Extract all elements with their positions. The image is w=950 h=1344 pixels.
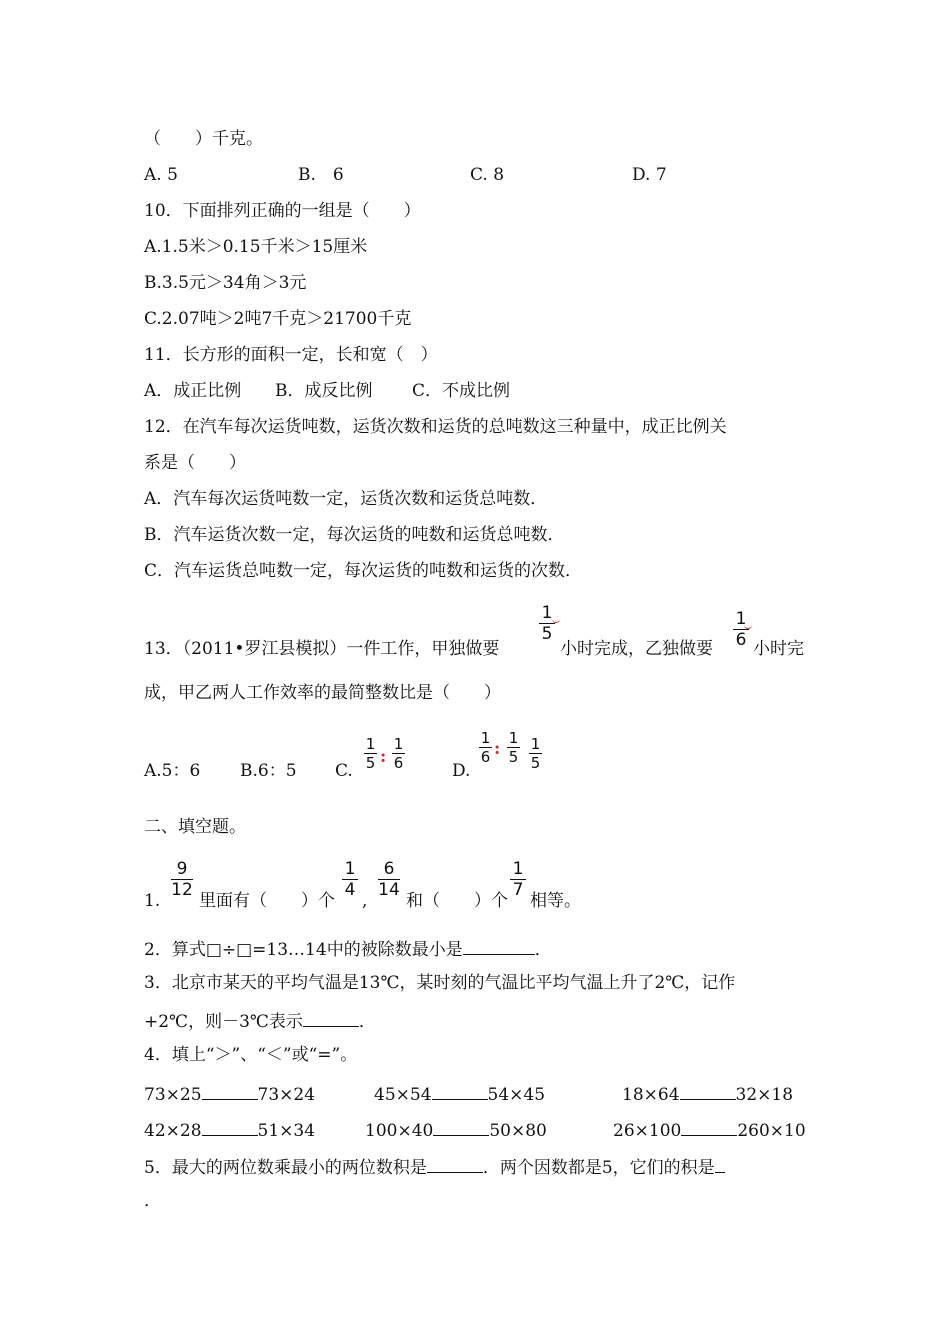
answer-blank[interactable]	[681, 1117, 737, 1136]
fraction-denominator: 4	[344, 880, 356, 900]
answer-blank[interactable]	[427, 1154, 483, 1173]
q9-tail: （ ）千克。	[144, 129, 263, 149]
f5-line1	[144, 1154, 725, 1179]
f5-text1: 5．最大的两位数乘最小的两位数积是	[144, 1158, 427, 1178]
f3-line2	[144, 1008, 376, 1033]
f4-left: 42×28	[144, 1121, 202, 1141]
fraction-numerator: 1	[393, 735, 404, 753]
f2-text: 2．算式□÷□=13…14中的被除数最小是	[144, 940, 463, 960]
answer-blank[interactable]	[202, 1081, 258, 1100]
fraction-numerator: 1	[480, 729, 491, 747]
f1-fraction-a	[171, 860, 193, 899]
f4-item	[613, 1117, 806, 1142]
q11-option-c: C．不成比例	[412, 381, 511, 401]
q13-option-c-fraction-2	[392, 736, 405, 771]
f4-right: 54×45	[487, 1085, 546, 1105]
f1-fraction-b	[342, 860, 358, 899]
fraction-denominator: 14	[378, 880, 400, 900]
fraction-denominator: 12	[171, 880, 193, 900]
fraction-denominator: 7	[512, 880, 524, 900]
red-mark	[552, 618, 560, 623]
f4-item	[365, 1117, 547, 1142]
f4-item	[374, 1081, 545, 1106]
f4-item	[622, 1081, 793, 1106]
q13-option-a: A.5：6	[144, 761, 201, 781]
f5-tail: ．	[144, 1191, 161, 1211]
section-title: 二、填空题。	[144, 817, 246, 837]
fraction-denominator: 6	[735, 630, 747, 650]
f3-line2-text: +2℃，则－3℃表示	[144, 1012, 303, 1032]
q13-option-d-fraction-1	[479, 730, 492, 765]
f4-left: 26×100	[613, 1121, 682, 1141]
f4-left: 73×25	[144, 1085, 202, 1105]
q13-part2: 小时完成，乙独做要	[560, 639, 713, 659]
f3-tail: ．	[358, 1012, 376, 1032]
f4-right: 260×10	[737, 1121, 806, 1141]
q12-option-c: C．汽车运货总吨数一定，每次运货的吨数和运货的次数．	[144, 561, 583, 581]
q11-option-a: A．成正比例	[144, 381, 242, 401]
q12-option-a: A．汽车每次运货吨数一定，运货次数和运货总吨数．	[144, 489, 548, 509]
f4-left: 45×54	[374, 1085, 432, 1105]
f3-line1: 3．北京市某天的平均气温是13℃，某时刻的气温比平均气温上升了2℃，记作	[144, 973, 736, 993]
fraction-denominator: 6	[393, 754, 404, 772]
q9-option-b: B. 6	[298, 165, 344, 185]
f4-stem: 4．填上“＞”、“＜”或“=”。	[144, 1045, 358, 1065]
q9-option-a: A. 5	[144, 165, 178, 185]
answer-blank[interactable]	[432, 1081, 488, 1100]
f1-fraction-d	[510, 860, 526, 899]
fraction-denominator: 5	[541, 624, 553, 644]
q9-option-c: C. 8	[470, 165, 505, 185]
f2-tail: ．	[534, 940, 552, 960]
fraction-denominator: 5	[508, 748, 519, 766]
q13-option-b: B.6：5	[240, 761, 297, 781]
q12-option-b: B．汽车运货次数一定，每次运货的吨数和运货总吨数．	[144, 525, 565, 545]
answer-blank[interactable]	[715, 1154, 725, 1173]
q13-option-d-ratio-sign: :	[494, 739, 501, 759]
fraction-numerator: 1	[508, 729, 519, 747]
fraction-numerator: 1	[735, 609, 747, 629]
f4-left: 100×40	[365, 1121, 434, 1141]
f1-text-c: 相等。	[530, 891, 581, 911]
f2-line	[144, 936, 552, 961]
f1-text-b: 和（ ）个	[406, 891, 508, 911]
q13-part3: 小时完	[753, 639, 804, 659]
q13-option-c-fraction-1	[364, 736, 377, 771]
q10-option-b: B.3.5元＞34角＞3元	[144, 273, 307, 293]
q13-fraction-2	[733, 610, 749, 649]
q9-option-d: D. 7	[632, 165, 667, 185]
f4-right: 73×24	[257, 1085, 316, 1105]
f5-text2: ．两个因数都是5，它们的积是	[482, 1158, 715, 1178]
q13-option-d-fraction-2	[507, 730, 520, 765]
fraction-numerator: 1	[344, 859, 356, 879]
answer-blank[interactable]	[680, 1081, 736, 1100]
q10-stem: 10．下面排列正确的一组是（ ）	[144, 201, 421, 221]
q12-stem-line1: 12．在汽车每次运货吨数，运货次数和运货的总吨数这三种量中，成正比例关	[144, 417, 727, 437]
q11-stem: 11．长方形的面积一定，长和宽（ ）	[144, 345, 438, 365]
fraction-numerator: 1	[365, 735, 376, 753]
f4-item	[144, 1081, 315, 1106]
q13-fraction-1	[539, 604, 555, 643]
fraction-numerator: 6	[383, 859, 395, 879]
q12-stem-line2: 系是（ ）	[144, 453, 246, 473]
fraction-denominator: 6	[480, 748, 491, 766]
fraction-numerator: 1	[530, 735, 541, 753]
f1-label: 1.	[144, 891, 161, 911]
f4-left: 18×64	[622, 1085, 680, 1105]
answer-blank[interactable]	[303, 1008, 359, 1027]
fraction-denominator: 5	[530, 754, 541, 772]
f1-fraction-c	[378, 860, 400, 899]
fraction-numerator: 1	[541, 603, 553, 623]
q13-part1: 13．（2011•罗江县模拟）一件工作，甲独做要	[144, 639, 500, 659]
answer-blank[interactable]	[463, 936, 535, 955]
q13-option-d-fraction-3	[529, 736, 542, 771]
red-mark	[744, 624, 752, 629]
q10-option-c: C.2.07吨＞2吨7千克＞21700千克	[144, 309, 412, 329]
fraction-numerator: 1	[512, 859, 524, 879]
f1-comma: ,	[362, 891, 368, 911]
fraction-numerator: 9	[176, 859, 188, 879]
fraction-denominator: 5	[365, 754, 376, 772]
q13-option-d-label: D.	[452, 761, 471, 781]
f1-text-a: 里面有（ ）个	[199, 891, 335, 911]
f4-right: 32×18	[735, 1085, 794, 1105]
q13-option-c-label: C.	[335, 761, 353, 781]
answer-blank[interactable]	[202, 1117, 258, 1136]
q13-option-c-ratio-sign: :	[380, 747, 387, 767]
f4-item	[144, 1117, 315, 1142]
q11-option-b: B．成反比例	[275, 381, 373, 401]
q13-line2: 成，甲乙两人工作效率的最简整数比是（ ）	[144, 683, 501, 703]
q10-option-a: A.1.5米＞0.15千米＞15厘米	[144, 237, 368, 257]
f4-right: 51×34	[257, 1121, 316, 1141]
f4-right: 50×80	[489, 1121, 547, 1141]
answer-blank[interactable]	[433, 1117, 489, 1136]
